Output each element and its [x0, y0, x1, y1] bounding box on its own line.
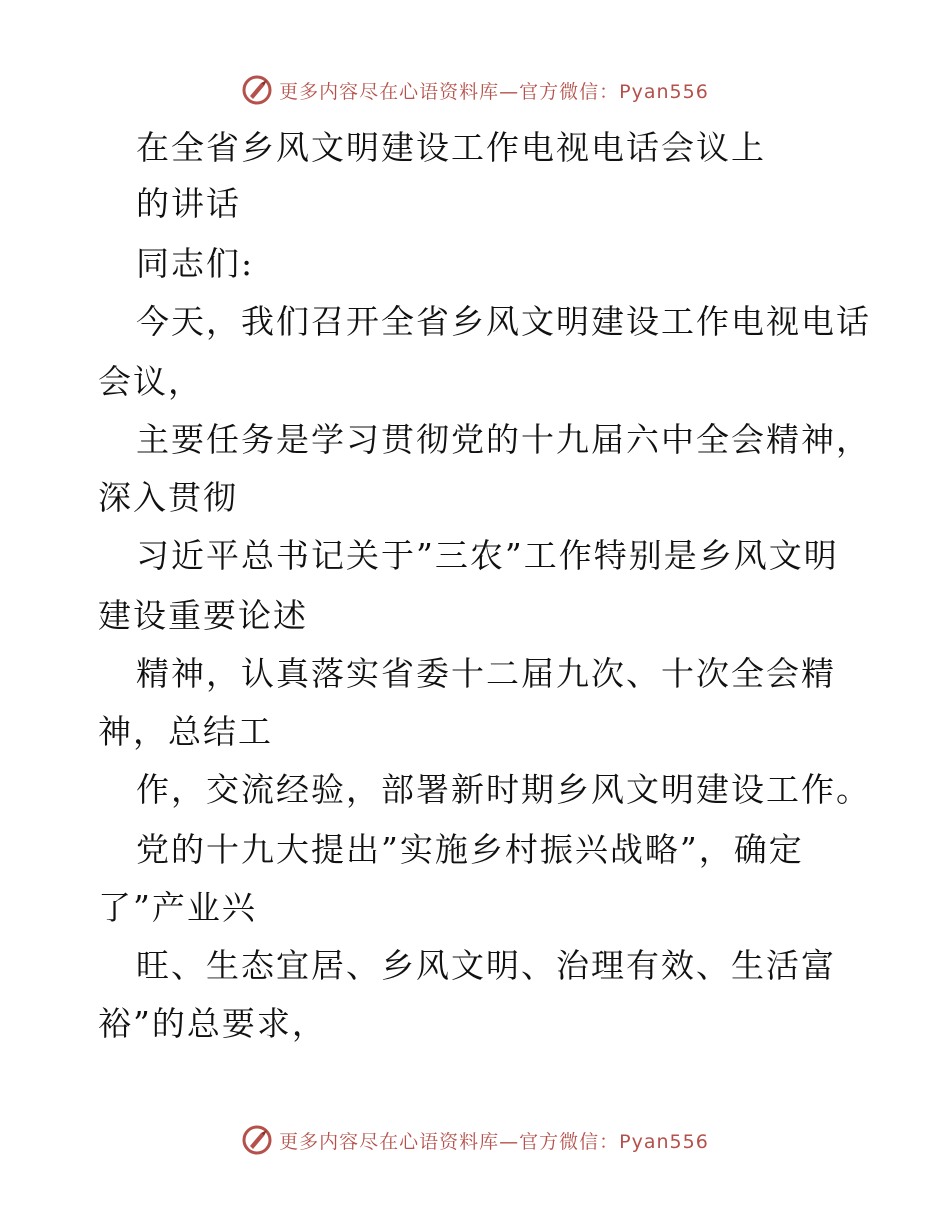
paragraph-line: 神，总结工 — [98, 712, 273, 751]
header-banner — [0, 70, 950, 110]
paragraph-line: 裕”的总要求， — [98, 1004, 327, 1043]
paragraph-line: 习近平总书记关于”三农”工作特别是乡风文明 — [136, 536, 839, 575]
footer-banner — [0, 1120, 950, 1160]
logo-icon — [241, 1124, 273, 1156]
paragraph-line: 了”产业兴 — [98, 888, 257, 927]
paragraph-line: 作，交流经验，部署新时期乡风文明建设工作。 — [136, 770, 871, 809]
paragraph-line: 党的十九大提出”实施乡村振兴战略”，确定 — [136, 830, 804, 869]
logo-icon — [241, 74, 273, 106]
document-title-line-1: 在全省乡风文明建设工作电视电话会议上 — [136, 128, 766, 167]
paragraph-line: 主要任务是学习贯彻党的十九届六中全会精神， — [136, 420, 871, 459]
paragraph-line: 建设重要论述 — [98, 596, 308, 635]
paragraph-line: 旺、生态宜居、乡风文明、治理有效、生活富 — [136, 946, 836, 985]
salutation: 同志们: — [136, 244, 255, 283]
paragraph-line: 今天，我们召开全省乡风文明建设工作电视电话 — [136, 302, 871, 341]
paragraph-line: 会议， — [98, 362, 203, 401]
paragraph-line: 精神，认真落实省委十二届九次、十次全会精 — [136, 654, 836, 693]
document-title-line-2: 的讲话 — [136, 184, 241, 223]
header-banner-text: 更多内容尽在心语资料库—官方微信：Pyan556 — [279, 80, 709, 103]
paragraph-line: 深入贯彻 — [98, 478, 238, 517]
footer-banner-text: 更多内容尽在心语资料库—官方微信：Pyan556 — [279, 1130, 709, 1153]
